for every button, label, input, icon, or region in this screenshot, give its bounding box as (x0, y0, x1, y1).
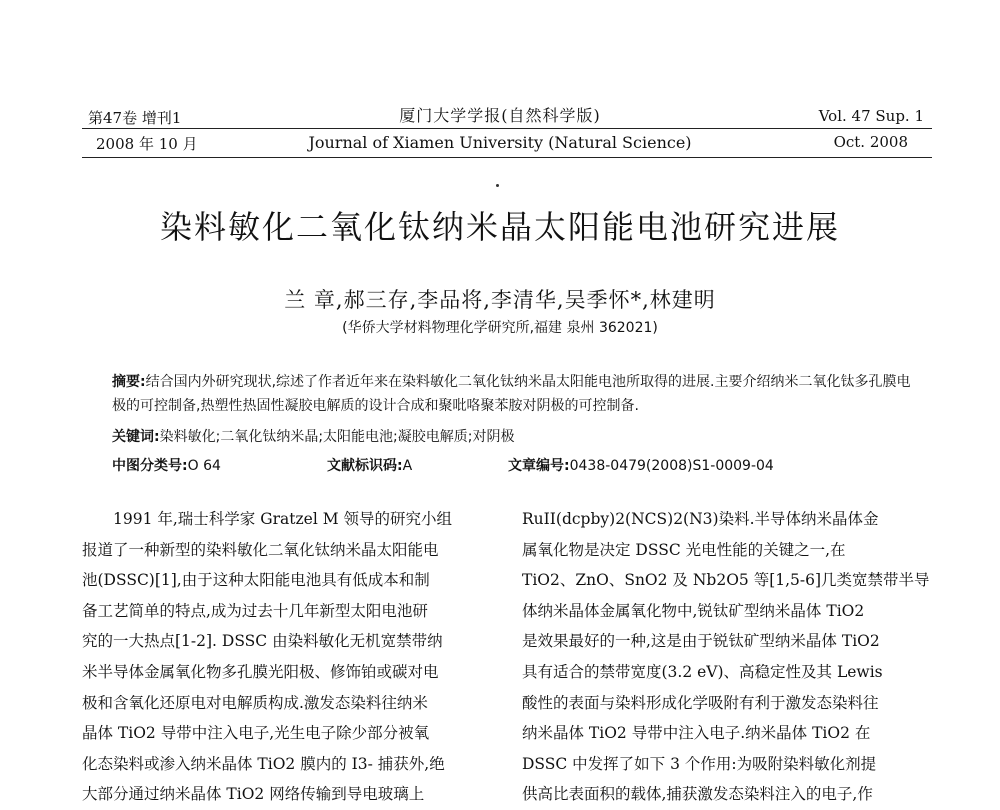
clc-label: 中图分类号: (112, 458, 188, 474)
body-column-right (522, 504, 934, 810)
body-line: 究的一大热点[1-2]. DSSC 由染料敏化无机宽禁带纳 (82, 632, 443, 651)
clc-number (112, 455, 221, 475)
body-line: 具有适合的禁带宽度(3.2 eV)、高稳定性及其 Lewis (522, 662, 883, 681)
body-line: 化态染料或渗入纳米晶体 TiO2 膜内的 I3- 捕获外,绝 (82, 754, 445, 773)
body-line: 报道了一种新型的染料敏化二氧化钛纳米晶太阳能电 (82, 540, 439, 559)
doc-value: A (402, 458, 413, 474)
clc-value: O 64 (187, 458, 221, 474)
date-en: Oct. 2008 (833, 133, 908, 151)
journal-title-en: Journal of Xiamen University (Natural Science) (308, 133, 692, 152)
body-line: 备工艺简单的特点,成为过去十几年新型太阳电池研 (82, 601, 428, 620)
header-rule-bottom (82, 157, 932, 158)
body-line: 是效果最好的一种,这是由于锐钛矿型纳米晶体 TiO2 (522, 632, 880, 651)
body-line: TiO2、ZnO、SnO2 及 Nb2O5 等[1,5-6]几类宽禁带半导 (522, 571, 930, 590)
doc-label: 文献标识码: (327, 458, 403, 474)
article-number (508, 455, 774, 475)
body-line: 供高比表面积的载体,捕获激发态染料注入的电子,作 (522, 785, 873, 804)
article-label: 文章编号: (508, 458, 570, 474)
keywords (112, 425, 912, 449)
body-line: 极和含氧化还原电对电解质构成.激发态染料往纳米 (82, 693, 428, 712)
body-line: 晶体 TiO2 导带中注入电子,光生电子除少部分被氧 (82, 724, 430, 743)
affiliation: (华侨大学材料物理化学研究所,福建 泉州 362021) (342, 320, 658, 336)
abstract-label: 摘要: (112, 374, 146, 390)
body-line: RuII(dcpby)2(NCS)2(N3)染料.半导体纳米晶体金 (522, 510, 879, 528)
date-cn: 2008 年 10 月 (96, 135, 198, 153)
body-line: 属氧化物是决定 DSSC 光电性能的关键之一,在 (522, 540, 846, 559)
keywords-text: 染料敏化;二氧化钛纳米晶;太阳能电池;凝胶电解质;对阴极 (159, 429, 515, 445)
body-column-left (82, 504, 492, 810)
body-line: 酸性的表面与染料形成化学吸附有利于激发态染料往 (522, 693, 879, 712)
keywords-label: 关键词: (112, 429, 160, 445)
volume-issue-en: Vol. 47 Sup. 1 (818, 107, 924, 125)
volume-issue-cn: 第47卷 增刊1 (88, 109, 182, 127)
header-rule-top (82, 128, 932, 129)
article-title: 染料敏化二氧化钛纳米晶太阳能电池研究进展 (159, 208, 840, 246)
abstract-text: 结合国内外研究现状,综述了作者近年来在染料敏化二氧化钛纳米晶太阳能电池所取得的进展.主要介绍纳米二氧化钛多孔膜电极的可控制备,热塑性热固性凝胶电解质的设计合成和聚吡咯聚苯胺对阴极的可控制备. (112, 374, 911, 414)
document-code (327, 455, 412, 475)
body-line: DSSC 中发挥了如下 3 个作用:为吸附染料敏化剂提 (522, 754, 877, 773)
body-line: 体纳米晶体金属氧化物中,锐钛矿型纳米晶体 TiO2 (522, 601, 865, 620)
body-line: 池(DSSC)[1],由于这种太阳能电池具有低成本和制 (82, 571, 430, 590)
journal-title-cn: 厦门大学学报(自然科学版) (399, 106, 601, 125)
body-line: 大部分通过纳米晶体 TiO2 网络传输到导电玻璃上 (82, 785, 425, 804)
article-value: 0438-0479(2008)S1-0009-04 (569, 458, 774, 474)
author-list: 兰 章,郝三存,李品将,李清华,吴季怀*,林建明 (284, 288, 716, 312)
body-line: 1991 年,瑞士科学家 Gratzel M 领导的研究小组 (113, 510, 453, 528)
body-line: 米半导体金属氧化物多孔膜光阳极、修饰铂或碳对电 (82, 662, 439, 681)
decorative-dot (496, 184, 499, 187)
abstract (112, 370, 912, 418)
body-line: 纳米晶体 TiO2 导带中注入电子.纳米晶体 TiO2 在 (522, 724, 871, 743)
